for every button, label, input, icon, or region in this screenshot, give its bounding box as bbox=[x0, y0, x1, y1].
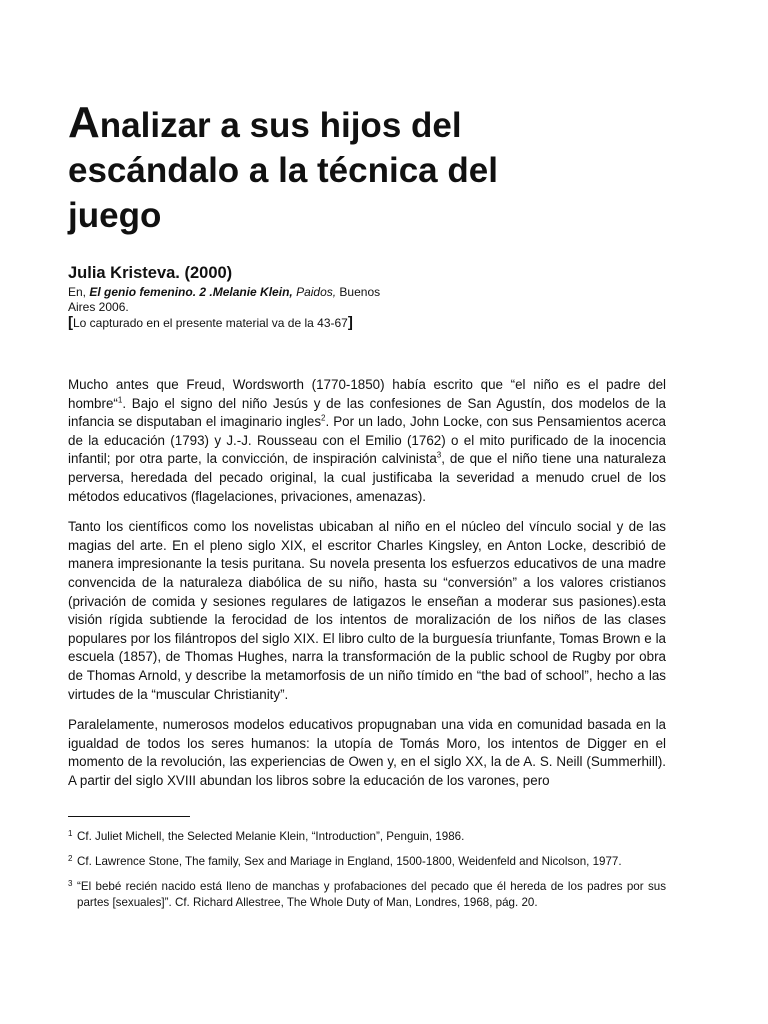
footnote-separator bbox=[68, 816, 190, 817]
source-note: Lo capturado en el presente material va de la 43-67 bbox=[73, 316, 348, 330]
body-text bbox=[68, 376, 666, 802]
paragraph-text: . Bajo el signo del niño Jesús y de las confesiones de San Agustín, dos modelos de la infancia se disputaban el imaginario ingles bbox=[68, 395, 666, 430]
footnote-text: “El bebé recién nacido está lleno de manchas y profabaciones del pecado que él hereda de los padres por sus partes [sexuales]”. Cf. Richard Allestree, The Whole Duty of Man, Londres, 1968, pág. 20. bbox=[77, 880, 666, 909]
source-bracket-close: ] bbox=[347, 314, 353, 331]
footnote-ref: 3 bbox=[436, 450, 442, 460]
footnote-number: 3 bbox=[68, 879, 73, 888]
footnote bbox=[68, 854, 666, 870]
paragraph: Paralelamente, numerosos modelos educativos propugnaban una vida en comunidad basada en la igualdad de todos los seres humanos: la utopía de Tomás Moro, los intentos de Digger en el momento de la revolución, las experiencias de Owen y, en el siglo XX, la de A. S. Neill (Summerhill). A partir del siglo XVIII abundan los libros sobre la educación de los varones, pero bbox=[68, 717, 666, 788]
document-title bbox=[68, 100, 588, 238]
footnote bbox=[68, 879, 666, 911]
title-initial: A bbox=[68, 98, 100, 147]
author-line: Julia Kristeva. (2000) bbox=[68, 264, 233, 282]
footnote-number: 2 bbox=[68, 854, 73, 863]
source-place-year: Buenos Aires 2006. bbox=[68, 285, 381, 314]
footnote-text: Cf. Juliet Michell, the Selected Melanie Klein, “Introduction”, Penguin, 1986. bbox=[77, 830, 465, 843]
paragraph-text: Mucho antes que Freud, Wordsworth (1770-1850) había escrito que “el niño es el padre del hombre“ bbox=[68, 377, 666, 411]
source-publisher: Paidos, bbox=[292, 285, 337, 299]
footnotes bbox=[68, 829, 666, 920]
paragraph-text: , de que el niño tiene una naturaleza perversa, heredada del pecado original, la cual justificaba la severidad a menudo cruel de los métodos educativos (flagelaciones, privaciones, amenazas). bbox=[68, 451, 666, 504]
footnote bbox=[68, 829, 666, 845]
paragraph: Tanto los científicos como los novelistas ubicaban al niño en el núcleo del vínculo social y de las magias del arte. En el pleno siglo XIX, el escritor Charles Kingsley, en Anton Locke, describió de manera impresionante la tesis puritana. Su novela presenta los esfuerzos educativos de una madre convencida de la naturaleza diabólica de su niño, hasta su “conversión” a los valores cristianos (privación de comida y sesiones regulares de latigazos le enseñan a moderar sus pasiones).esta visión rígida subtiende la ferocidad de los intentos de moralización de los niños de las clases populares por los filántropos del siglo XIX. El libro culto de la burguesía triunfante, Tomas Brown e la escuela (1857), de Thomas Hughes, narra la transformación de la public school de Rugby por obra de Thomas Arnold, y describe la metamorfosis de un niño tímido en “the bad of school”, hecho a las virtudes de la “muscular Christianity”. bbox=[68, 519, 666, 702]
footnote-text: Cf. Lawrence Stone, The family, Sex and Mariage in England, 1500-1800, Weidenfeld and Nicolson, 1977. bbox=[77, 855, 622, 868]
source-prefix: En, bbox=[68, 285, 90, 299]
paragraph-text: . Por un lado, John Locke, con sus Pensamientos acerca de la educación (1793) y J.-J. Rousseau con el Emilio (1762) o el mito purificado de la inocencia infantil; por otra parte, la convicción, de inspiración calvinista bbox=[68, 414, 667, 467]
title-text: nalizar a sus hijos del escándalo a la técnica del juego bbox=[68, 106, 498, 235]
source-reference bbox=[68, 285, 388, 331]
footnote-ref: 2 bbox=[321, 413, 326, 423]
footnote-ref: 1 bbox=[117, 395, 123, 405]
footnote-number: 1 bbox=[68, 829, 73, 838]
source-bracket-open: [ bbox=[68, 314, 73, 331]
source-book: El genio femenino. 2 .Melanie Klein, bbox=[89, 285, 293, 299]
paragraph bbox=[68, 376, 666, 506]
